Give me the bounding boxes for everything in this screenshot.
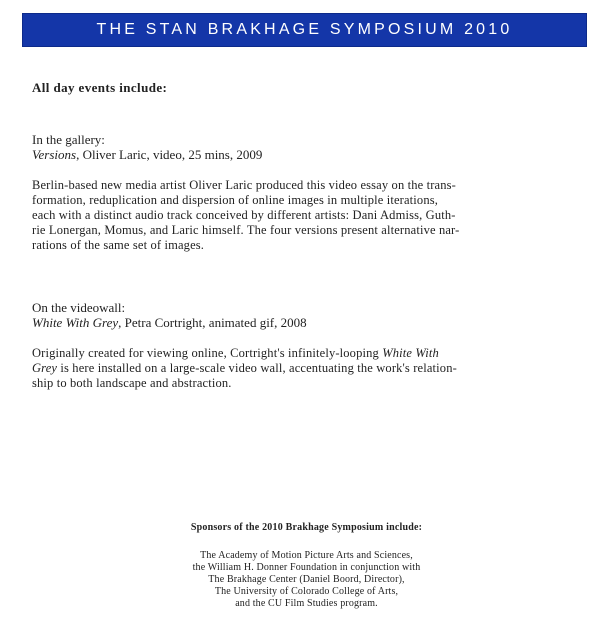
- videowall-work-title: White With Grey: [32, 315, 119, 330]
- gallery-section: [32, 132, 587, 253]
- sponsors-section: [0, 522, 613, 610]
- videowall-description-line: [32, 361, 587, 376]
- videowall-work-details: , Petra Cortright, animated gif, 2008: [118, 315, 307, 330]
- gallery-description-line: rie Lonergan, Momus, and Laric himself. The four versions present alternative nar-: [32, 223, 460, 237]
- sponsor-line: the William H. Donner Foundation in conjunction with: [192, 562, 421, 573]
- videowall-description-line: [32, 346, 587, 361]
- sponsor-line: The University of Colorado College of Arts,: [214, 586, 399, 597]
- gallery-description: [32, 178, 587, 253]
- videowall-work-credit: [32, 315, 587, 330]
- gallery-work-credit: [32, 147, 587, 162]
- sponsor-line: The Academy of Motion Picture Arts and Sciences,: [200, 550, 413, 561]
- gallery-description-line: rations of the same set of images.: [32, 238, 205, 252]
- sponsors-heading: Sponsors of the 2010 Brakhage Symposium include:: [190, 522, 423, 533]
- gallery-work-title: Versions: [32, 147, 77, 162]
- videowall-label: On the videowall:: [32, 300, 126, 315]
- gallery-description-line: each with a distinct audio track conceived by different artists: Dani Admiss, Guth-: [32, 208, 456, 222]
- all-day-events-heading: All day events include:: [32, 80, 168, 95]
- gallery-label: In the gallery:: [32, 132, 105, 147]
- sponsor-line: and the CU Film Studies program.: [235, 598, 378, 609]
- sponsor-line: The Brakhage Center (Daniel Boord, Director),: [208, 574, 405, 585]
- description-italic-title: White With: [382, 346, 439, 360]
- section-spacer: [32, 253, 587, 300]
- title-banner: [22, 13, 587, 47]
- videowall-description-line: ship to both landscape and abstraction.: [32, 376, 232, 390]
- description-text: Originally created for viewing online, Cortright's infinitely-looping: [32, 346, 383, 360]
- events-content: [32, 80, 587, 391]
- symposium-title: THE STAN BRAKHAGE SYMPOSIUM 2010: [96, 21, 513, 38]
- videowall-section: [32, 300, 587, 391]
- description-italic-title: Grey: [32, 361, 58, 375]
- description-text: is here installed on a large-scale video wall, accentuating the work's relation-: [57, 361, 457, 375]
- gallery-work-details: , Oliver Laric, video, 25 mins, 2009: [76, 147, 263, 162]
- gallery-description-line: Berlin-based new media artist Oliver Laric produced this video essay on the trans-: [32, 178, 456, 192]
- videowall-description: [32, 346, 587, 391]
- gallery-description-line: formation, reduplication and dispersion of online images in multiple iterations,: [32, 193, 439, 207]
